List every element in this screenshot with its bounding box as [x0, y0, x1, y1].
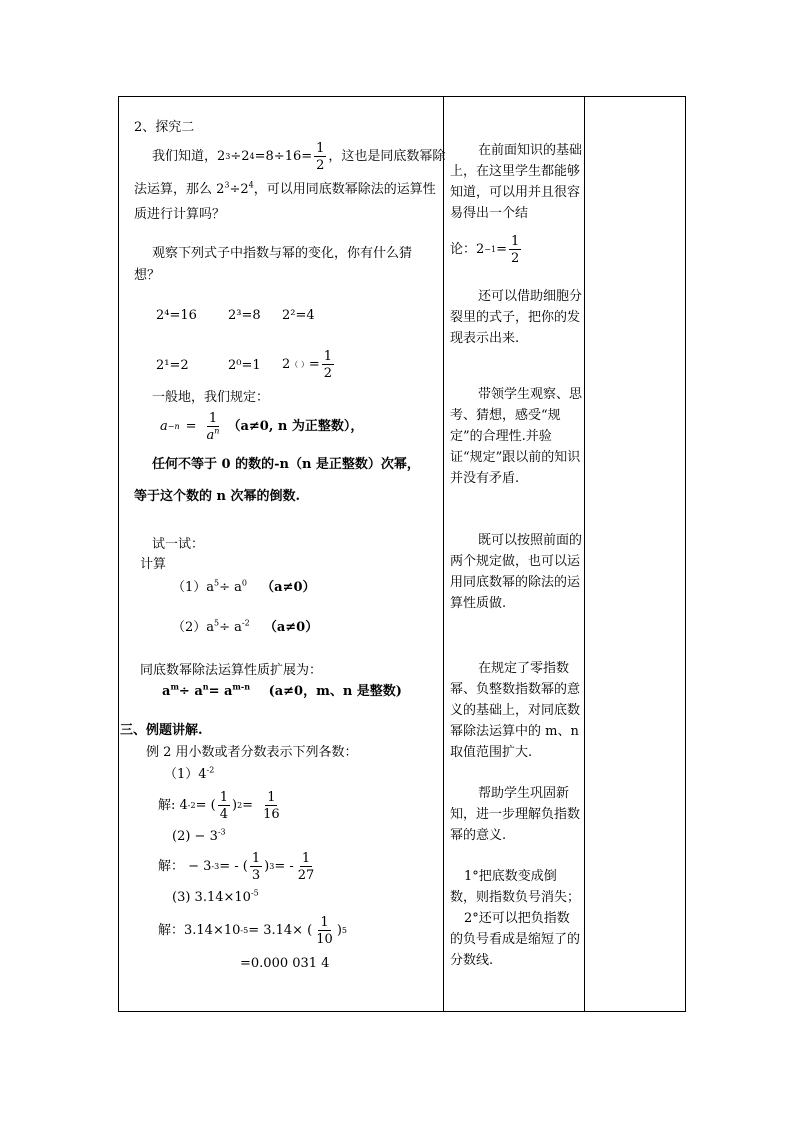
- extension-title: 同底数幂除法运算性质扩展为：: [140, 663, 323, 678]
- equation-2-0: 2⁰=1: [228, 358, 261, 373]
- note-6: 帮助学生巩固新知，进一步理解负指数幂的意义.: [450, 786, 581, 843]
- equation-2-2: 2²=4: [282, 308, 315, 323]
- try-question-2: $(2)a^5\div a^{-2}$ （a≠0）: [172, 618, 319, 635]
- try-title: 试一试：: [152, 537, 205, 552]
- column-divider-1: [443, 96, 444, 1012]
- equation-2-blank: 2 （ ） = $\frac{1}{2}$: [282, 349, 333, 381]
- try-question-1: $(1)a^5\div a^0$ （a≠0）: [172, 578, 316, 595]
- section-title-2: 2、探究二: [134, 120, 195, 135]
- note-2: 还可以借助细胞分裂里的式子，把你的发现表示出来.: [450, 289, 583, 346]
- paragraph-observe: 观察下列式子中指数与幂的变化，你有什么猜: [152, 246, 413, 261]
- note-7a: 1°把底数变成倒数，则指数负号消失；: [450, 869, 581, 905]
- solution-2: 解： − 3 -3 = - ( $\frac{1}{3}$ ) 3 = - $\frac{1}{27}$: [158, 851, 315, 883]
- note-4: 既可以按照前面的两个规定做，也可以运用同底数幂的除法的运算性质做.: [450, 533, 583, 611]
- note-3: 带领学生观察、思考、猜想，感受“规定”的合理性.并验证“规定”跟以前的知识并没有矛盾.: [450, 387, 583, 486]
- equation-2-4: 2⁴=16: [156, 308, 197, 323]
- paragraph-1: 我们知道，2 3 ÷2 4 =8÷16= $\frac{1}{2}$ ，这也是同底数幂除: [152, 141, 446, 173]
- section-title-3: 三、例题讲解.: [120, 723, 203, 738]
- rule-intro: 一般地，我们规定：: [152, 390, 270, 405]
- paragraph-1-end: 质进行计算吗？: [134, 207, 226, 222]
- example-2: 例 2 用小数或者分数表示下列各数：: [146, 745, 358, 760]
- rule-text-2: 等于这个数的 n 次幂的倒数.: [134, 489, 301, 504]
- example-item-3: (3) $3.14\times 10^{-5}$: [172, 888, 259, 905]
- rule-formula: a −n = $\frac{1}{a^n}$ （a≠0, n 为正整数），: [160, 411, 364, 443]
- note-1: 在前面知识的基础上，在这里学生都能够知道，可以用并且很容易得出一个结: [450, 143, 583, 221]
- try-calc: 计算: [140, 557, 167, 572]
- solution-3: 解：3.14×10 -5 = 3.14× ( $\frac{1}{10}$ ) 5: [158, 915, 347, 947]
- equation-2-3: 2³=8: [228, 308, 261, 323]
- example-item-2: $(2) - 3^{-3}$: [172, 827, 226, 844]
- paragraph-1-cont: 法运算，那么 $2^3\div 2^4$，可以用同底数幂除法的运算性: [134, 180, 436, 197]
- note-7b: 2°还可以把负指数的负号看成是缩短了的分数线.: [450, 911, 581, 968]
- fraction-half: $\frac{1}{2}$: [316, 141, 325, 173]
- paragraph-observe-end: 想？: [134, 268, 161, 283]
- example-item-1: $(1)4^{-2}$: [164, 765, 215, 782]
- note-1-conclusion: 论：2 −1 = $\frac{1}{2}$: [450, 234, 520, 266]
- equation-2-1: 2¹=2: [156, 358, 189, 373]
- rule-text-1: 任何不等于 0 的数的-n（n 是正整数）次幂，: [152, 457, 420, 472]
- solution-1: 解: 4 -2 = ( $\frac{1}{4}$ ) 2 = $\frac{1}{16}$: [158, 790, 280, 822]
- solution-3-result: =0.000 031 4: [240, 956, 330, 971]
- extension-formula: $a^m\div a^n= a^{m-n}$ (a≠0，m、n 是整数): [162, 681, 402, 699]
- note-5: 在规定了零指数幂、负整数指数幂的意义的基础上，对同底数幂除法运算中的 m、n 取值范围扩大.: [450, 661, 581, 760]
- column-divider-2: [584, 96, 585, 1012]
